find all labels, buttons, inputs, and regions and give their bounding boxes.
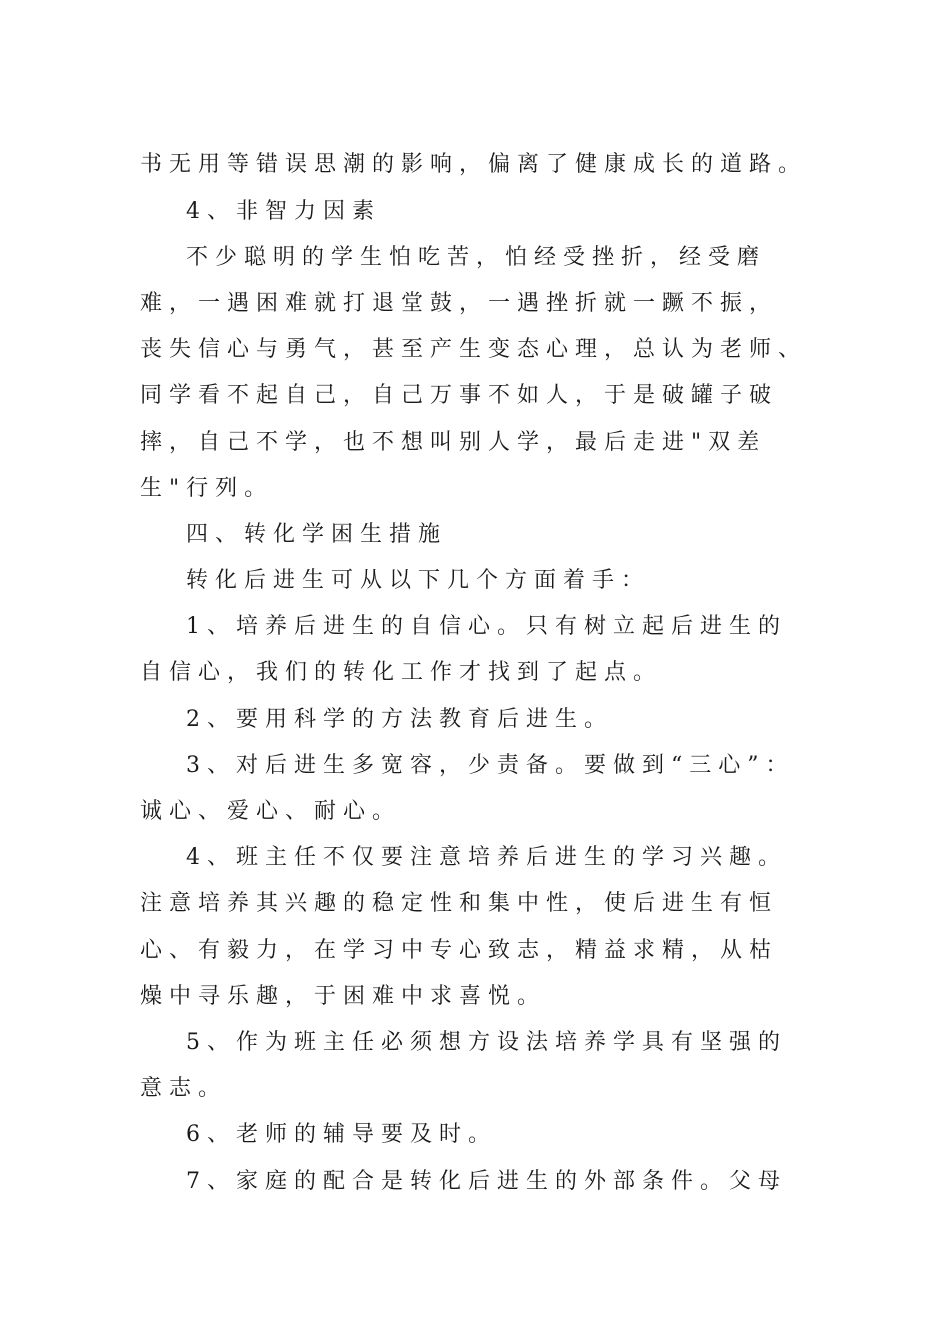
- text-line-6: 同学看不起自己，自己万事不如人，于是破罐子破: [140, 383, 779, 408]
- text-line-4: 难，一遇困难就打退堂鼓，一遇挫折就一蹶不振，: [140, 291, 779, 316]
- text-line-5: 丧失信心与勇气，甚至产生变态心理，总认为老师、: [140, 337, 808, 362]
- text-line-13: 2、要用科学的方法教育后进生。: [186, 707, 613, 732]
- text-line-9: 四、转化学困生措施: [186, 522, 448, 547]
- text-line-23: 7、家庭的配合是转化后进生的外部条件。父母: [186, 1169, 787, 1194]
- text-line-21: 意志。: [140, 1076, 228, 1101]
- text-line-19: 燥中寻乐趣，于困难中求喜悦。: [140, 984, 547, 1009]
- text-line-1: 书无用等错误思潮的影响，偏离了健康成长的道路。: [140, 152, 808, 177]
- text-line-18: 心、有毅力，在学习中专心致志，精益求精，从枯: [140, 938, 779, 963]
- text-line-15: 诚心、爱心、耐心。: [140, 799, 402, 824]
- text-line-20: 5、作为班主任必须想方设法培养学具有坚强的: [186, 1030, 787, 1055]
- text-line-11: 1、培养后进生的自信心。只有树立起后进生的: [186, 614, 787, 639]
- text-line-7: 摔，自己不学，也不想叫别人学，最后走进"双差: [140, 430, 767, 455]
- text-line-8: 生"行列。: [140, 476, 274, 501]
- text-line-16: 4、班主任不仅要注意培养后进生的学习兴趣。: [186, 845, 787, 870]
- text-line-12: 自信心，我们的转化工作才找到了起点。: [140, 660, 663, 685]
- text-line-2: 4、非智力因素: [186, 199, 381, 224]
- text-line-3: 不少聪明的学生怕吃苦，怕经受挫折，经受磨: [186, 245, 767, 270]
- text-line-10: 转化后进生可从以下几个方面着手：: [186, 568, 651, 593]
- text-line-14: 3、对后进生多宽容，少责备。要做到“三心”：: [186, 753, 795, 778]
- text-line-17: 注意培养其兴趣的稳定性和集中性，使后进生有恒: [140, 891, 779, 916]
- text-line-22: 6、老师的辅导要及时。: [186, 1122, 497, 1147]
